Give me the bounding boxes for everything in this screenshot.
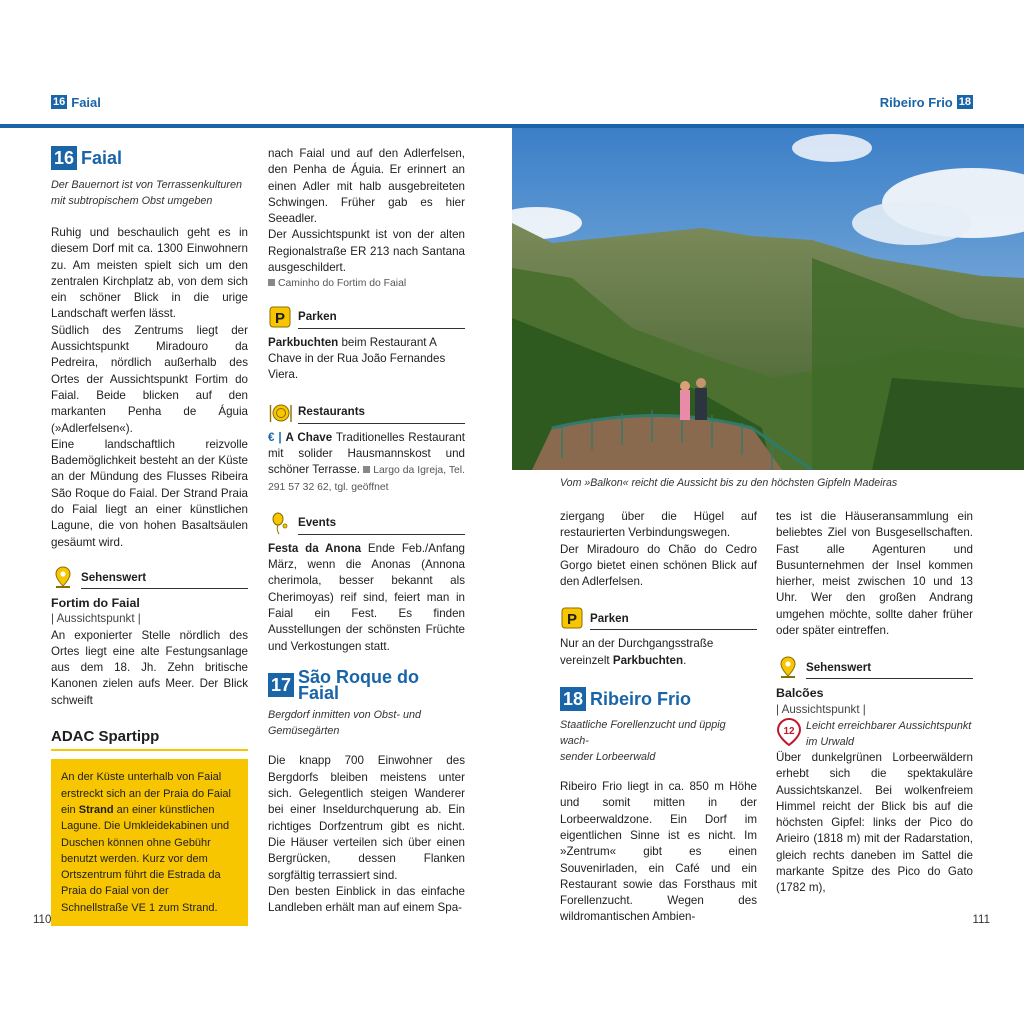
price-level: € | xyxy=(268,430,282,444)
section-18-body: Ribeiro Frio liegt in ca. 850 m Höhe und somit mitten in der Lorbeerwaldzone. Ein Dorf im eigentlichen Sinne ist es nicht. Im »Zentrum« gibt es einen Souvenirladen, ein Café und ein Restaurant sowie das Forsthaus mit Forellenzucht. Wegen des wildromantischen Ambien- xyxy=(560,780,757,924)
header-left-title: Faial xyxy=(71,94,101,110)
section-18-subtitle xyxy=(560,717,757,765)
restaurant-entry xyxy=(268,430,465,497)
subtitle-line: sender Lorbeerwald xyxy=(560,751,656,764)
subtitle-line: Bergdorf inmitten von Obst- und xyxy=(268,709,422,722)
parken-heading-2 xyxy=(560,604,757,630)
parken-label-2: Parken xyxy=(590,611,757,630)
column-3 xyxy=(560,509,757,926)
page-number-right: 111 xyxy=(972,914,990,926)
running-header-left xyxy=(51,94,101,110)
section-16-subtitle xyxy=(51,177,248,209)
running-header-right xyxy=(880,94,973,110)
section-18-heading xyxy=(560,687,757,711)
section-16-body: Ruhig und beschaulich geht es in diesem Dorf mit ca. 1300 Einwohnern zu. Am meisten spielt sich um den zentralen Kirchplatz ab, von dem sich ein schöner Blick in die urige Landschaft werfen lässt. xyxy=(51,226,248,321)
header-right-title: Ribeiro Frio xyxy=(879,94,953,110)
section-16-title: Faial xyxy=(81,147,123,168)
section-17-number: 17 xyxy=(268,673,294,697)
balcoes-title: Balcões xyxy=(776,686,824,701)
marker-number: 12 xyxy=(783,725,795,737)
balcoes-tag: | Aussichtspunkt | xyxy=(776,702,866,716)
s18-continuation: tes ist die Häuseransammlung ein beliebtes Ziel von Busgesellschaften. Fast alle Agenturen und Busunternehmen der Insel kommen hierher, meist zwischen 10 und 13 Uhr. Wer den großen Andrang umgehen möchte, sollte daher früher oder später eintreffen. xyxy=(776,510,973,638)
section-16-body-2: Südlich des Zentrums liegt der Aussichtspunkt Miradouro da Pedreira, nördlich außerhalb des Ortes der Aussichtspunkt Fortim do Faial. Beide blicken auf den markanten Penha de Águia (»Adlerfelsen«). xyxy=(51,323,248,435)
restaurant-icon xyxy=(268,400,292,424)
header-right-number: 18 xyxy=(958,96,971,108)
parken-bold: Parkbuchten xyxy=(268,335,339,349)
section-16-body-3: Eine landschaftlich reizvolle Bademöglichkeit besteht an der Küste an der Mündung des Flusses Ribeira São Roque do Faial. Der Strand Praia do Faial liegt an einer künstlichen Lagune, die von hohen Basaltsäulen gesäumt wird. xyxy=(51,437,248,549)
hiking-marker-icon xyxy=(776,718,802,746)
header-left-number: 16 xyxy=(53,96,66,108)
hint-line: im Urwald xyxy=(806,735,854,748)
parking-icon xyxy=(268,305,292,329)
address-text: Caminho do Fortim do Faial xyxy=(278,278,407,290)
sehenswert-heading-2 xyxy=(776,653,973,679)
events-label: Events xyxy=(298,515,465,534)
section-17-title: São Roque do Faial xyxy=(298,666,420,704)
sehenswert-heading xyxy=(51,563,248,589)
section-16-number: 16 xyxy=(51,146,77,170)
fortim-continuation-2: Der Aussichtspunkt ist von der alten Regionalstraße ER 213 nach Santana ausgeschildert. xyxy=(268,228,465,275)
s17-continuation: ziergang über die Hügel auf restaurierten Verbindungswegen. xyxy=(560,510,757,540)
subtitle-line: mit subtropischem Obst umgeben xyxy=(51,195,213,207)
section-17-body: Die knapp 700 Einwohner des Bergdorfs bleiben meistens unter sich. Gelegentlich steigen Wanderer bei einer Inseldurchquerung ab. Ein richtiges Dorfzentrum gibt es nicht. Die Häuser verteilen sich über einen Bergrücken, dessen Flanken sorgfältig terrassiert sind. xyxy=(268,754,465,882)
s17-continuation-2: Der Miradouro do Chão do Cedro Gorgo bietet einen schönen Blick auf den Adlerfelsen. xyxy=(560,542,757,589)
spartipp-text: An der Küste unterhalb von Faial erstreckt sich an der Praia do Faial ein xyxy=(61,771,231,816)
sehenswert-label: Sehenswert xyxy=(81,570,248,589)
fortim-continuation: nach Faial und auf den Adlerfelsen, den Penha de Águia. Er erinnert an einen Adler mit halb ausgebreiteten Schwingen. Früher gab es hier Seeadler. xyxy=(268,147,465,226)
event-desc: Ende Feb./Anfang März, wenn die Anonas (Annona cherimola, besser bekannt als Cherimoyas) reif sind, feiert man in Faial ein Fest. Es finden Ausstellungen der schönsten Früchte und Verkostungen statt. xyxy=(268,541,465,653)
parken-bold-2: Parkbuchten xyxy=(612,653,684,667)
svg-text:P: P xyxy=(274,309,286,327)
madeira-viewpoint-photo xyxy=(512,128,1024,470)
column-2 xyxy=(268,146,465,916)
balloon-icon xyxy=(268,511,292,535)
parken-end: . xyxy=(683,653,687,667)
event-name: Festa da Anona xyxy=(268,541,362,555)
fortim-body: An exponierter Stelle nördlich des Ortes liegt eine alte Festungsanlage aus dem 18. Jh. Zehn britische Kanonen zielen aufs Meer. Der Blick schweift xyxy=(51,628,248,707)
event-entry xyxy=(268,541,465,655)
restaurants-heading xyxy=(268,398,465,424)
parken-body-2: Nur an der Durchgangsstraße vereinzelt xyxy=(560,637,714,667)
section-17-heading xyxy=(268,666,465,704)
map-pin-icon xyxy=(51,565,75,589)
parken-text-2 xyxy=(560,636,757,669)
spartipp-text-2: an einer künstlichen Lagune. Die Umkleidekabinen und Duschen können ohne Gebühr benutzt werden. Kurz vor dem Ortszentrum führt die Estrada da Praia do Faial von der Schnellstraße VE 1 zum Strand. xyxy=(61,803,230,914)
sehenswert-label-2: Sehenswert xyxy=(806,660,973,679)
balcoes-hint xyxy=(806,718,971,750)
subtitle-line: Staatliche Forellenzucht und üppig wach- xyxy=(560,719,726,748)
subtitle-line: Gemüsegärten xyxy=(268,725,340,738)
parken-heading xyxy=(268,303,465,329)
spartipp-rule xyxy=(51,749,248,751)
parking-icon xyxy=(560,606,584,630)
restaurant-address: Largo da Igreja, Tel. 291 57 32 62, tgl. geöffnet xyxy=(268,465,465,494)
svg-text:P: P xyxy=(566,611,578,629)
balcoes-body: Über dunkelgrünen Lorbeerwäldern erhebt sich die spektakuläre Aussichtskanzel. Bei wolkenfreiem Himmel reicht der Blick bis auf die höchsten Gipfel: links der Pico do Arieiro (1818 m) mit der Radarstation, gleich rechts daneben im Sattel die markante Spitze des Pico do Gato (1782 m), xyxy=(776,750,973,895)
subtitle-line: Der Bauernort ist von Terrassenkulturen xyxy=(51,179,243,191)
spartipp-bold: Strand xyxy=(78,803,114,816)
page-number-left: 110 xyxy=(33,914,52,926)
section-17-body-2: Den besten Einblick in das einfache Landleben erhält man auf einem Spa- xyxy=(268,884,465,915)
column-4 xyxy=(776,509,973,897)
events-heading xyxy=(268,509,465,535)
column-1 xyxy=(51,146,248,926)
address-marker-icon xyxy=(363,466,370,473)
section-17-subtitle xyxy=(268,707,465,739)
section-16-heading xyxy=(51,146,248,170)
fortim-title: Fortim do Faial xyxy=(51,595,140,610)
spartipp-title: ADAC Spartipp xyxy=(51,728,160,746)
photo-caption: Vom »Balkon« reicht die Aussicht bis zu den höchsten Gipfeln Madeiras xyxy=(560,477,898,489)
balcoes-hint-row xyxy=(776,718,973,750)
restaurant-desc: Traditionelles Restaurant mit solider Hausmannskost und schöner Terrasse. xyxy=(268,430,465,477)
address-marker-icon xyxy=(268,279,275,286)
fortim-tag: | Aussichtspunkt | xyxy=(51,612,141,626)
section-18-number: 18 xyxy=(560,687,586,711)
hint-line: Leicht erreichbarer Aussichtspunkt xyxy=(806,719,972,732)
parken-body: beim Restaurant A Chave in der Rua João Fernandes Viera. xyxy=(268,335,446,382)
restaurant-name: A Chave xyxy=(285,430,333,444)
map-pin-icon xyxy=(776,655,800,679)
restaurants-label: Restaurants xyxy=(298,404,465,423)
parken-text xyxy=(268,335,465,384)
fortim-address xyxy=(268,276,465,292)
parken-label: Parken xyxy=(298,309,465,328)
section-18-title: Ribeiro Frio xyxy=(590,688,692,709)
spartipp-box xyxy=(51,759,248,926)
